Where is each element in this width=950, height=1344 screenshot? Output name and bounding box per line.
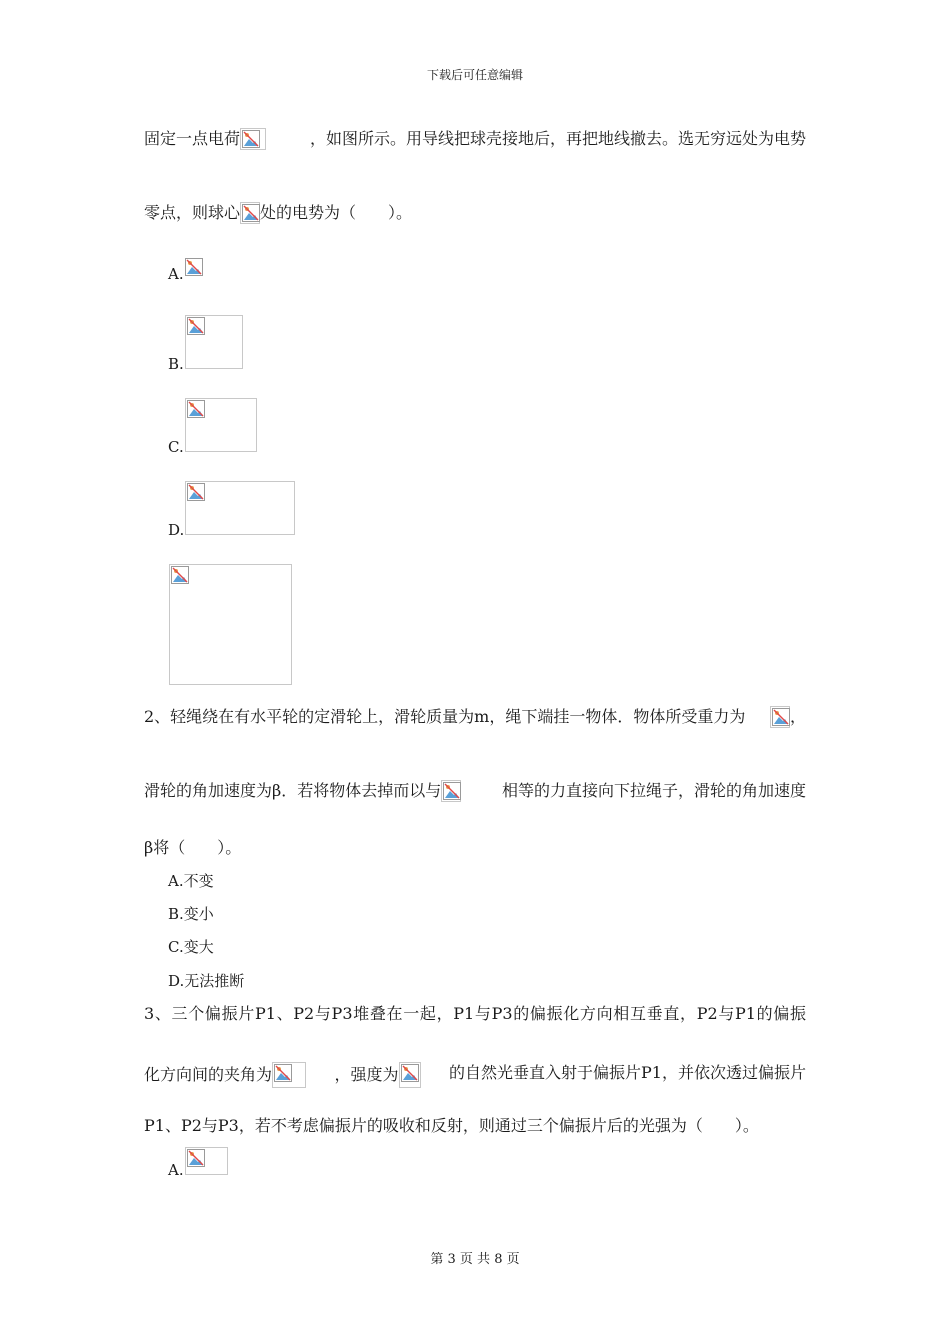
q2-option-b: B.变小: [168, 905, 214, 923]
broken-image-icon: [242, 204, 260, 222]
page-footer: 第 3 页 共 8 页: [430, 1252, 520, 1267]
q1-option-b-label: B.: [168, 355, 184, 373]
center-point-image: [240, 202, 260, 224]
q1-text-a: 固定一点电荷: [144, 129, 241, 148]
q3-line1: 3、三个偏振片P1、P2与P3堆叠在一起，P1与P3的偏振化方向相互垂直，P2与P1的偏振: [144, 1004, 806, 1023]
q2-option-c: C.变大: [168, 938, 214, 956]
broken-image-icon: [401, 1064, 419, 1082]
broken-image-icon: [171, 566, 189, 584]
q3-option-a-label: A.: [168, 1161, 184, 1179]
page-header: 下载后可任意编辑: [426, 68, 523, 82]
q1-line2-text-a: 零点，则球心: [144, 203, 241, 222]
q1-text-b: ，如图所示。用导线把球壳接地后，再把地线撤去。选无穷远处为电势: [309, 129, 806, 148]
broken-image-icon: [187, 400, 205, 418]
q3-line2-text-a: 化方向间的夹角为: [144, 1065, 273, 1084]
intensity-formula-image: [399, 1062, 421, 1088]
broken-image-icon: [274, 1064, 292, 1082]
q2-line2-text-a: 滑轮的角加速度为β．若将物体去掉而以与: [144, 781, 442, 800]
q2-option-d: D.无法推断: [168, 972, 245, 990]
q1-option-d-label: D.: [168, 521, 185, 539]
broken-image-icon: [187, 1149, 205, 1167]
q1-option-a-label: A.: [168, 265, 184, 283]
q2-line2-text-b: 相等的力直接向下拉绳子，滑轮的角加速度: [501, 781, 806, 800]
q1-line1: [144, 128, 806, 150]
q3-line2-text-c: 的自然光垂直入射于偏振片P1，并依次透过偏振片: [449, 1063, 806, 1082]
q1-option-c-image: [185, 398, 257, 452]
q1-figure-image: [169, 564, 292, 685]
charge-formula-image: [240, 128, 266, 150]
q1-option-b-image: [185, 315, 243, 369]
q2-line1-text-b: ，: [789, 707, 806, 726]
gravity-formula-image: [770, 706, 790, 728]
q2-line3: β将（ ）。: [144, 838, 242, 857]
q2-line1: [144, 706, 806, 728]
q3-option-a-image: [185, 1147, 228, 1175]
q3-line2-text-b: ，强度为: [334, 1065, 399, 1084]
q1-line2-text-b: 处的电势为（ ）。: [260, 203, 413, 222]
angle-formula-image: [272, 1062, 306, 1088]
broken-image-icon: [185, 258, 203, 276]
q2-line1-text-a: 2、轻绳绕在有水平轮的定滑轮上，滑轮质量为m，绳下端挂一物体．物体所受重力为: [144, 707, 746, 726]
broken-image-icon: [443, 782, 461, 800]
q1-option-c-label: C.: [168, 438, 184, 456]
q1-line2: [144, 202, 412, 224]
broken-image-icon: [772, 708, 790, 726]
q1-option-d-image: [185, 481, 295, 535]
broken-image-icon: [242, 130, 260, 148]
broken-image-icon: [187, 317, 205, 335]
force-formula-image: [441, 780, 461, 802]
q1-option-a-image: [185, 258, 203, 278]
q3-line2: [144, 1062, 806, 1088]
q2-option-a: A.不变: [168, 872, 214, 890]
q2-line2: [144, 780, 806, 802]
q3-line3: P1、P2与P3，若不考虑偏振片的吸收和反射，则通过三个偏振片后的光强为（ ）。: [144, 1116, 759, 1135]
broken-image-icon: [187, 483, 205, 501]
